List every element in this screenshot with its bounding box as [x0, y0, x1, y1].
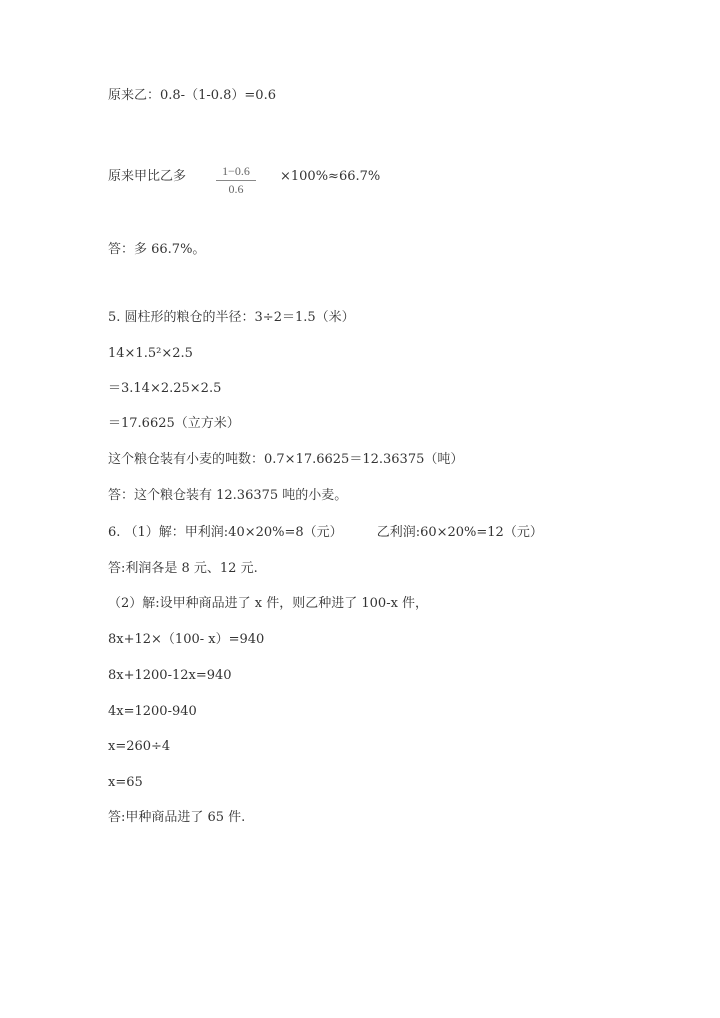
answer-percent: 答：多 66.7%。 [108, 242, 206, 257]
q5-step-3: ＝17.6625（立方米） [108, 416, 240, 431]
q5-tonnage: 这个粮仓装有小麦的吨数：0.7×17.6625＝12.36375（吨） [108, 452, 464, 467]
fraction-denominator: 0.6 [228, 182, 244, 196]
fraction-numerator: 1−0.6 [222, 164, 250, 178]
q6-eq-2: 8x+1200-12x=940 [108, 668, 232, 683]
q6-answer-2: 答:甲种商品进了 65 件. [108, 810, 246, 825]
q6-eq-3: 4x=1200-940 [108, 704, 197, 719]
fraction-bar [216, 180, 256, 181]
q6-part2-setup: （2）解:设甲种商品进了 x 件，则乙种进了 100-x 件， [108, 596, 429, 611]
line-a-more-than-b: 原来甲比乙多 [108, 169, 187, 184]
q5-step-2: ＝3.14×2.25×2.5 [108, 381, 222, 396]
q6-profit-a: 6. （1）解：甲利润:40×20%=8（元） [108, 525, 343, 540]
q5-radius: 5. 圆柱形的粮仓的半径：3÷2＝1.5（米） [108, 310, 355, 325]
q6-eq-5: x=65 [108, 775, 143, 790]
q5-step-1: 14×1.5²×2.5 [108, 346, 193, 361]
q6-answer-1: 答:利润各是 8 元、12 元. [108, 561, 258, 576]
q5-answer: 答：这个粮仓装有 12.36375 吨的小麦。 [108, 488, 348, 503]
q6-profit-b: 乙利润:60×20%=12（元） [376, 525, 543, 540]
fraction [216, 165, 256, 196]
q6-eq-1: 8x+12×（100- x）=940 [108, 632, 265, 647]
q6-part1 [108, 524, 543, 542]
fraction-tail: ×100%≈66.7% [280, 169, 381, 184]
line-original-b: 原来乙：0.8-（1-0.8）=0.6 [108, 88, 276, 103]
q6-eq-4: x=260÷4 [108, 739, 171, 754]
